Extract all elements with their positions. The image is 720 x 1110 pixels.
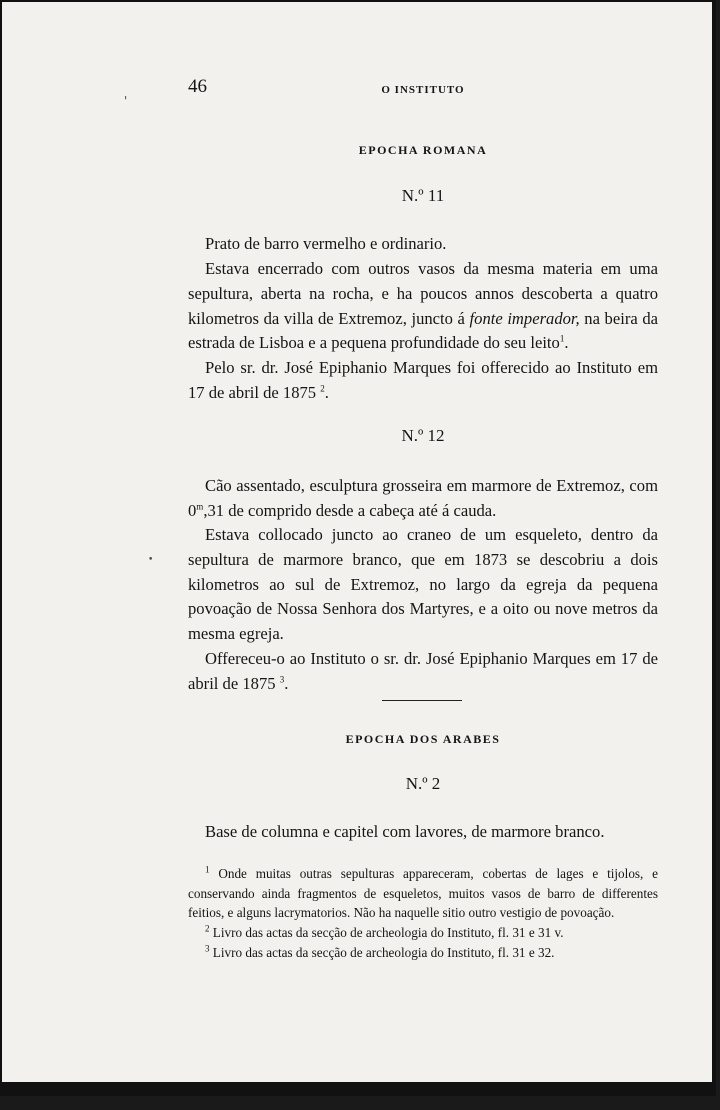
footnotes	[188, 864, 658, 963]
entry-number-12: N.º 12	[401, 426, 445, 445]
footnote-3: $^3$ Livro das actas da secção de archeologia do Instituto, fl. 31 e 32.	[205, 943, 555, 960]
scan-speck: '	[124, 94, 128, 108]
entry-12-description: Estava collocado juncto ao craneo de um esqueleto, dentro da sepultura de marmore branco, que em 1873 se descobriu a dois kilometros ao sul de Extremoz, no largo da egreja da pequena povoação de Nossa Senhora dos Martyres, e a oito ou nove metros da mesma egreja.	[188, 525, 658, 644]
section-divider	[382, 700, 462, 701]
footnote-ref-1[interactable]: 1	[559, 333, 565, 344]
entry-12-provenance: Offereceu-o ao Instituto o sr. dr. José Epiphanio Marques em 17 de abril de 1875 $^3$.	[188, 649, 658, 693]
entry-number-2: N.º 2	[405, 774, 441, 793]
footnote-ref-2[interactable]: 2	[320, 383, 325, 394]
running-title: O INSTITUTO	[381, 84, 465, 96]
page-number: 46	[188, 76, 207, 97]
entry-12-title: Cão assentado, esculptura grosseira em marmore de Extremoz, com 0$^m$,31 de comprido desde a cabeça até á cauda.	[188, 476, 658, 520]
entry-2-title: Base de columna e capitel com lavores, de marmore branco.	[205, 822, 605, 841]
footnote-2: $^2$ Livro das actas da secção de archeologia do Instituto, fl. 31 e 31 v.	[205, 923, 564, 941]
italic-fonte-imperador: fonte imperador,	[469, 308, 580, 328]
scan-speck: •	[148, 555, 154, 565]
entry-11-title: Prato de barro vermelho e ordinario.	[205, 234, 447, 253]
entry-11-provenance: Pelo sr. dr. José Epiphanio Marques foi offerecido ao Instituto em 17 de abril de 1875 $^2$.	[188, 358, 658, 402]
footnote-ref-3[interactable]: 3	[279, 674, 285, 685]
entry-11-description: Estava encerrado com outros vasos da mesma materia em uma sepultura, aberta na rocha, e ha poucos annos descoberta a quatro kilometros da villa de Extremoz, juncto á fonte imperador, na beira da estrada de Lisboa e a pequena profundidade do seu leito$^1$.	[188, 259, 658, 353]
section-title-epocha-romana: EPOCHA ROMANA	[358, 143, 488, 157]
section-title-epocha-dos-arabes: EPOCHA DOS ARABES	[345, 732, 501, 746]
entry-number-11: N.º 11	[401, 186, 445, 205]
footnote-1: $^1$ Onde muitas outras sepulturas appareceram, cobertas de lages e tijolos, e conservando ainda fragmentos de esqueletos, muitos vasos de barro de differentes feitios, e alguns lacrymatorios. Não ha naquelle sitio outro vestigio de povoação.	[188, 864, 659, 921]
page-header	[188, 76, 658, 100]
